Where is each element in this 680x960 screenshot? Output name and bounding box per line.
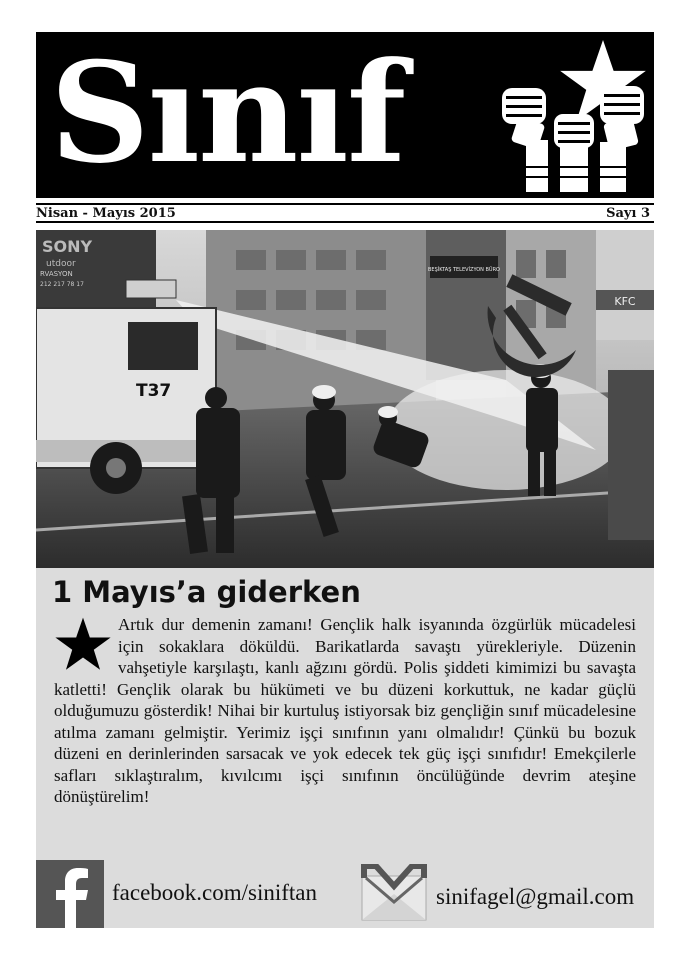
truck-label: T37 [136, 381, 172, 401]
article [36, 568, 654, 928]
facebook-icon[interactable] [36, 860, 104, 928]
protest-photo-illustration [36, 230, 654, 568]
issue-date: Nisan - Mayıs 2015 [36, 206, 176, 221]
sign-phone: 212 217 78 17 [40, 281, 84, 288]
issue-bar [36, 203, 654, 223]
issue-number: Sayı 3 [606, 206, 650, 221]
sign-sub: utdoor [46, 259, 76, 269]
sign-left: RVASYON [40, 270, 73, 278]
article-body [54, 614, 636, 808]
email-link[interactable]: sinifagel@gmail.com [436, 884, 635, 909]
raised-fists-icon [496, 78, 650, 192]
sign-brand: SONY [42, 237, 93, 256]
protest-photo [36, 230, 654, 568]
masthead-title: Sınıf [50, 31, 405, 194]
masthead [36, 32, 654, 198]
headline: 1 Mayıs’a giderken [52, 575, 361, 609]
facebook-link[interactable]: facebook.com/siniftan [112, 880, 318, 905]
gmail-icon[interactable] [360, 864, 428, 924]
star-spacer [54, 614, 118, 674]
shop-sign: BEŞİKTAŞ TELEVİZYON BÜRO [427, 267, 501, 273]
store-sign: KFC [614, 295, 636, 308]
article-body-text: Artık dur demenin zamanı! Gençlik halk isyanında özgürlük mücadelesi için sokaklara döküldü. Barikatlarda savaştı yürekleriyle. Düzenin vahşetiyle karşılaştı, kanlı ağzını gördü. Polis şiddeti kimimizi bu savaşta katletti! Gençlik olarak bu hükümeti ve bu düzeni korkuttuk, ne kadar güçlü olduğumuzu gösterdik! Nihai bir kurtuluş istiyorsak biz gençliğin sınıf mücadelesine atılma zamanı gelmiştir. Yerimiz işçi sınıfının yanı olmalıdır! Çünkü bu bozuk düzeni en derinlerinden sarsacak ve yok edecek tek güç işçi sınıfıdır! Emekçilerle safları sıklaştıralım, kıvılcımı işçi sınıfının öncülüğünde devrim ateşine dönüştürelim! [54, 615, 636, 806]
